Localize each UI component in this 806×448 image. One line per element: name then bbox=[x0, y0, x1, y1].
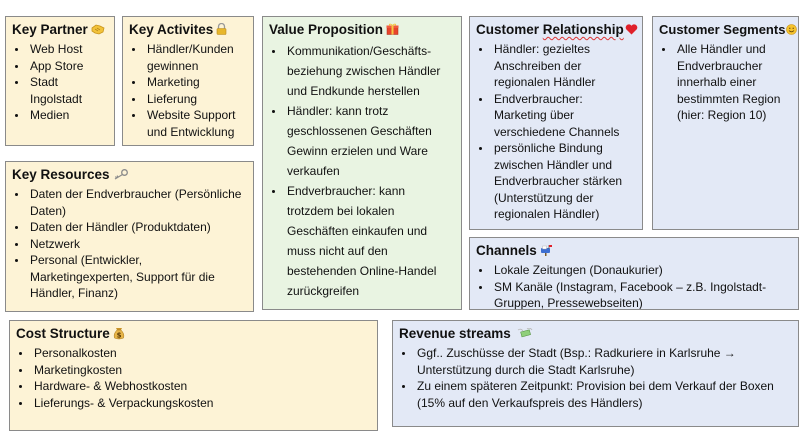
channels-box bbox=[469, 237, 799, 310]
list-item: • Stadt Ingolstadt bbox=[28, 74, 108, 107]
list-item: • Händler: kann trotz geschlossenen Geschäften Gewinn erzielen und Ware verkaufen bbox=[285, 101, 455, 181]
cost-structure-list bbox=[16, 345, 371, 411]
list-item: • Alle Händler und Endverbraucher innerhalb einer bestimmten Region (hier: Region 10) bbox=[675, 41, 792, 124]
list-item: • Händler: gezieltes Anschreiben der regionalen Händler bbox=[492, 41, 636, 91]
list-item: • persönliche Bindung zwischen Händler und Endverbraucher stärken (Unterstützung der regionalen Händler) bbox=[492, 140, 636, 223]
cost-structure-box bbox=[9, 320, 378, 431]
value-proposition-box bbox=[262, 16, 462, 310]
heart-icon bbox=[625, 24, 638, 37]
customer-relationship-list bbox=[476, 41, 636, 223]
list-item: • Endverbraucher: kann trotzdem bei lokalen Geschäften einkaufen und muss nicht auf den bestehenden Online-Handel zurückgreifen bbox=[285, 181, 455, 301]
key-partner-title: Key Partner bbox=[12, 21, 108, 39]
list-item: • Personalkosten bbox=[32, 345, 371, 362]
list-item: • SM Kanäle (Instagram, Facebook – z.B. Ingolstadt-Gruppen, Pressewebseiten) bbox=[492, 279, 792, 311]
smiley-icon bbox=[786, 24, 797, 37]
list-item: • Hardware- & Webhostkosten bbox=[32, 378, 371, 395]
customer-relationship-title: Customer Relationship bbox=[476, 21, 636, 39]
svg-text:$: $ bbox=[116, 331, 122, 339]
list-item: • Website Support und Entwicklung bbox=[145, 107, 247, 140]
list-item: • Endverbraucher: Marketing über verschiedene Channels bbox=[492, 91, 636, 141]
list-item: • Medien bbox=[28, 107, 108, 124]
value-proposition-list bbox=[269, 41, 455, 301]
customer-segments-box bbox=[652, 16, 799, 230]
revenue-streams-box bbox=[392, 320, 799, 427]
key-activities-list bbox=[129, 41, 247, 140]
lock-icon bbox=[216, 23, 227, 37]
customer-segments-title: Customer Segments bbox=[659, 21, 792, 39]
list-item: • Kommunikation/Geschäfts-beziehung zwischen Händler und Endkunde herstellen bbox=[285, 41, 455, 101]
list-item: • App Store bbox=[28, 58, 108, 75]
flying-money-icon bbox=[517, 328, 533, 341]
key-resources-list bbox=[12, 186, 247, 302]
mailbox-icon bbox=[540, 244, 553, 258]
channels-list bbox=[476, 262, 792, 310]
channels-title: Channels bbox=[476, 242, 792, 260]
value-proposition-title: Value Proposition bbox=[269, 21, 455, 39]
key-resources-title: Key Resources bbox=[12, 166, 247, 184]
key-activities-title: Key Activites bbox=[129, 21, 247, 39]
list-item: • Marketing bbox=[145, 74, 247, 91]
list-item: • Lokale Zeitungen (Donaukurier) bbox=[492, 262, 792, 279]
handshake-icon bbox=[91, 24, 105, 37]
key-activities-box bbox=[122, 16, 254, 146]
list-item: • Daten der Händler (Produktdaten) bbox=[28, 219, 247, 236]
cost-structure-title: Cost Structure $ bbox=[16, 325, 371, 343]
list-item: • Web Host bbox=[28, 41, 108, 58]
list-item: • Marketingkosten bbox=[32, 362, 371, 379]
revenue-streams-title: Revenue streams bbox=[399, 325, 792, 343]
list-item: • Personal (Entwickler, Marketingexperten, Support für die Händler, Finanz) bbox=[28, 252, 247, 302]
list-item: • Zu einem späteren Zeitpunkt: Provision bei dem Verkauf der Boxen (15% auf den Verkaufspreis des Händlers) bbox=[415, 378, 792, 411]
key-partner-box bbox=[5, 16, 115, 146]
key-partner-list bbox=[12, 41, 108, 124]
list-item: • Daten der Endverbraucher (Persönliche Daten) bbox=[28, 186, 247, 219]
list-item: • Ggf.. Zuschüsse der Stadt (Bsp.: Radkuriere in Karlsruhe → Unterstützung durch die Stadt Karlsruhe) bbox=[415, 345, 792, 378]
revenue-streams-list bbox=[399, 345, 792, 411]
list-item: • Lieferung bbox=[145, 91, 247, 108]
key-icon bbox=[113, 169, 128, 182]
list-item: • Lieferungs- & Verpackungskosten bbox=[32, 395, 371, 412]
customer-segments-list bbox=[659, 41, 792, 124]
list-item: • Händler/Kunden gewinnen bbox=[145, 41, 247, 74]
money-bag-icon bbox=[113, 327, 125, 342]
customer-relationship-box bbox=[469, 16, 643, 230]
key-resources-box bbox=[5, 161, 254, 312]
gift-icon bbox=[386, 23, 399, 37]
list-item: • Netzwerk bbox=[28, 236, 247, 253]
